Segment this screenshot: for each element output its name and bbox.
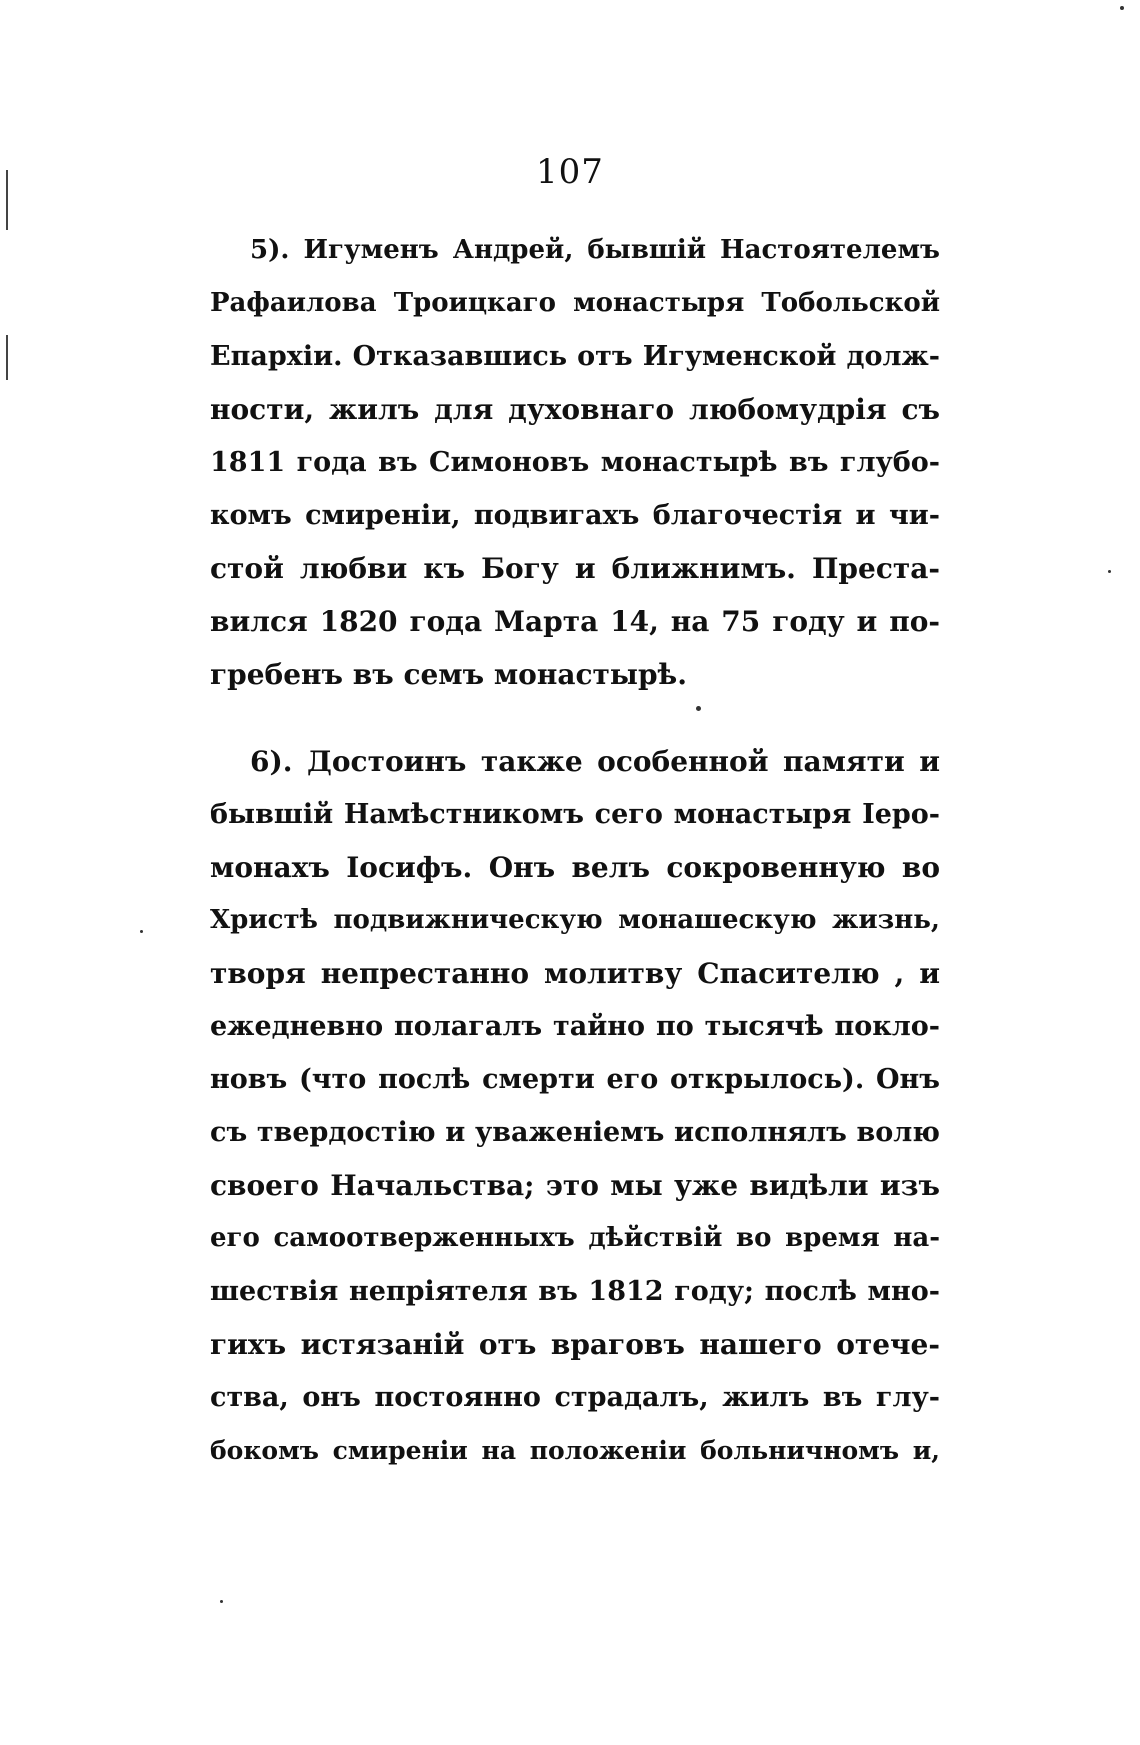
scan-edge-mark-middle xyxy=(6,335,8,380)
text-line: Рафаилова Троицкаго монастыря Тобольской xyxy=(210,288,940,318)
text-line: стой любви къ Богу и ближнимъ. Преста- xyxy=(210,552,940,585)
text-line: Христѣ подвижническую монашескую жизнь, xyxy=(210,905,940,935)
text-line: комъ смиреніи, подвигахъ благочестія и чи- xyxy=(210,500,940,531)
text-line: 1811 года въ Симоновъ монастырѣ въ глубо- xyxy=(210,447,940,478)
paragraph-1 xyxy=(210,224,940,701)
text-line: 6). Достоинъ также особенной памяти и xyxy=(250,745,940,778)
text-line: его самоотверженныхъ дѣйствій во время на- xyxy=(210,1223,940,1253)
scan-speck xyxy=(140,930,143,933)
text-line: ности, жилъ для духовнаго любомудрія съ xyxy=(210,393,940,426)
scan-speck xyxy=(1120,6,1124,10)
text-line: творя непрестанно молитву Спасителю , и xyxy=(210,957,940,990)
text-line: вился 1820 года Марта 14, на 75 году и по- xyxy=(210,605,940,638)
text-line: Епархіи. Отказавшись отъ Игуменской долж- xyxy=(210,341,940,372)
scan-speck xyxy=(220,1600,223,1603)
text-line: новъ (что послѣ смерти его открылось). Онъ xyxy=(210,1064,940,1095)
text-line: ства, онъ постоянно страдалъ, жилъ въ глу- xyxy=(210,1382,940,1413)
text-line: гребенъ въ семъ монастырѣ. xyxy=(210,658,687,691)
text-line: гихъ истязаній отъ враговъ нашего отече- xyxy=(210,1328,940,1361)
text-line: ежедневно полагалъ тайно по тысячѣ покло- xyxy=(210,1011,940,1042)
scan-speck xyxy=(1108,570,1111,573)
scan-speck xyxy=(696,706,701,711)
text-line: монахъ Іосифъ. Онъ велъ сокровенную во xyxy=(210,851,940,884)
text-line: съ твердостію и уваженіемъ исполнялъ волю xyxy=(210,1117,940,1148)
text-line: бокомъ смиреніи на положеніи больничномъ и, xyxy=(210,1436,940,1465)
text-line: шествія непріятеля въ 1812 году; послѣ мно- xyxy=(210,1276,940,1307)
page-number: 107 xyxy=(536,152,604,192)
text-line: бывшій Намѣстникомъ сего монастыря Іеро- xyxy=(210,799,940,830)
paragraph-2 xyxy=(210,735,940,1477)
text-line: 5). Игуменъ Андрей, бывшій Настоятелемъ xyxy=(250,235,940,265)
text-line: своего Начальства; это мы уже видѣли изъ xyxy=(210,1169,940,1202)
